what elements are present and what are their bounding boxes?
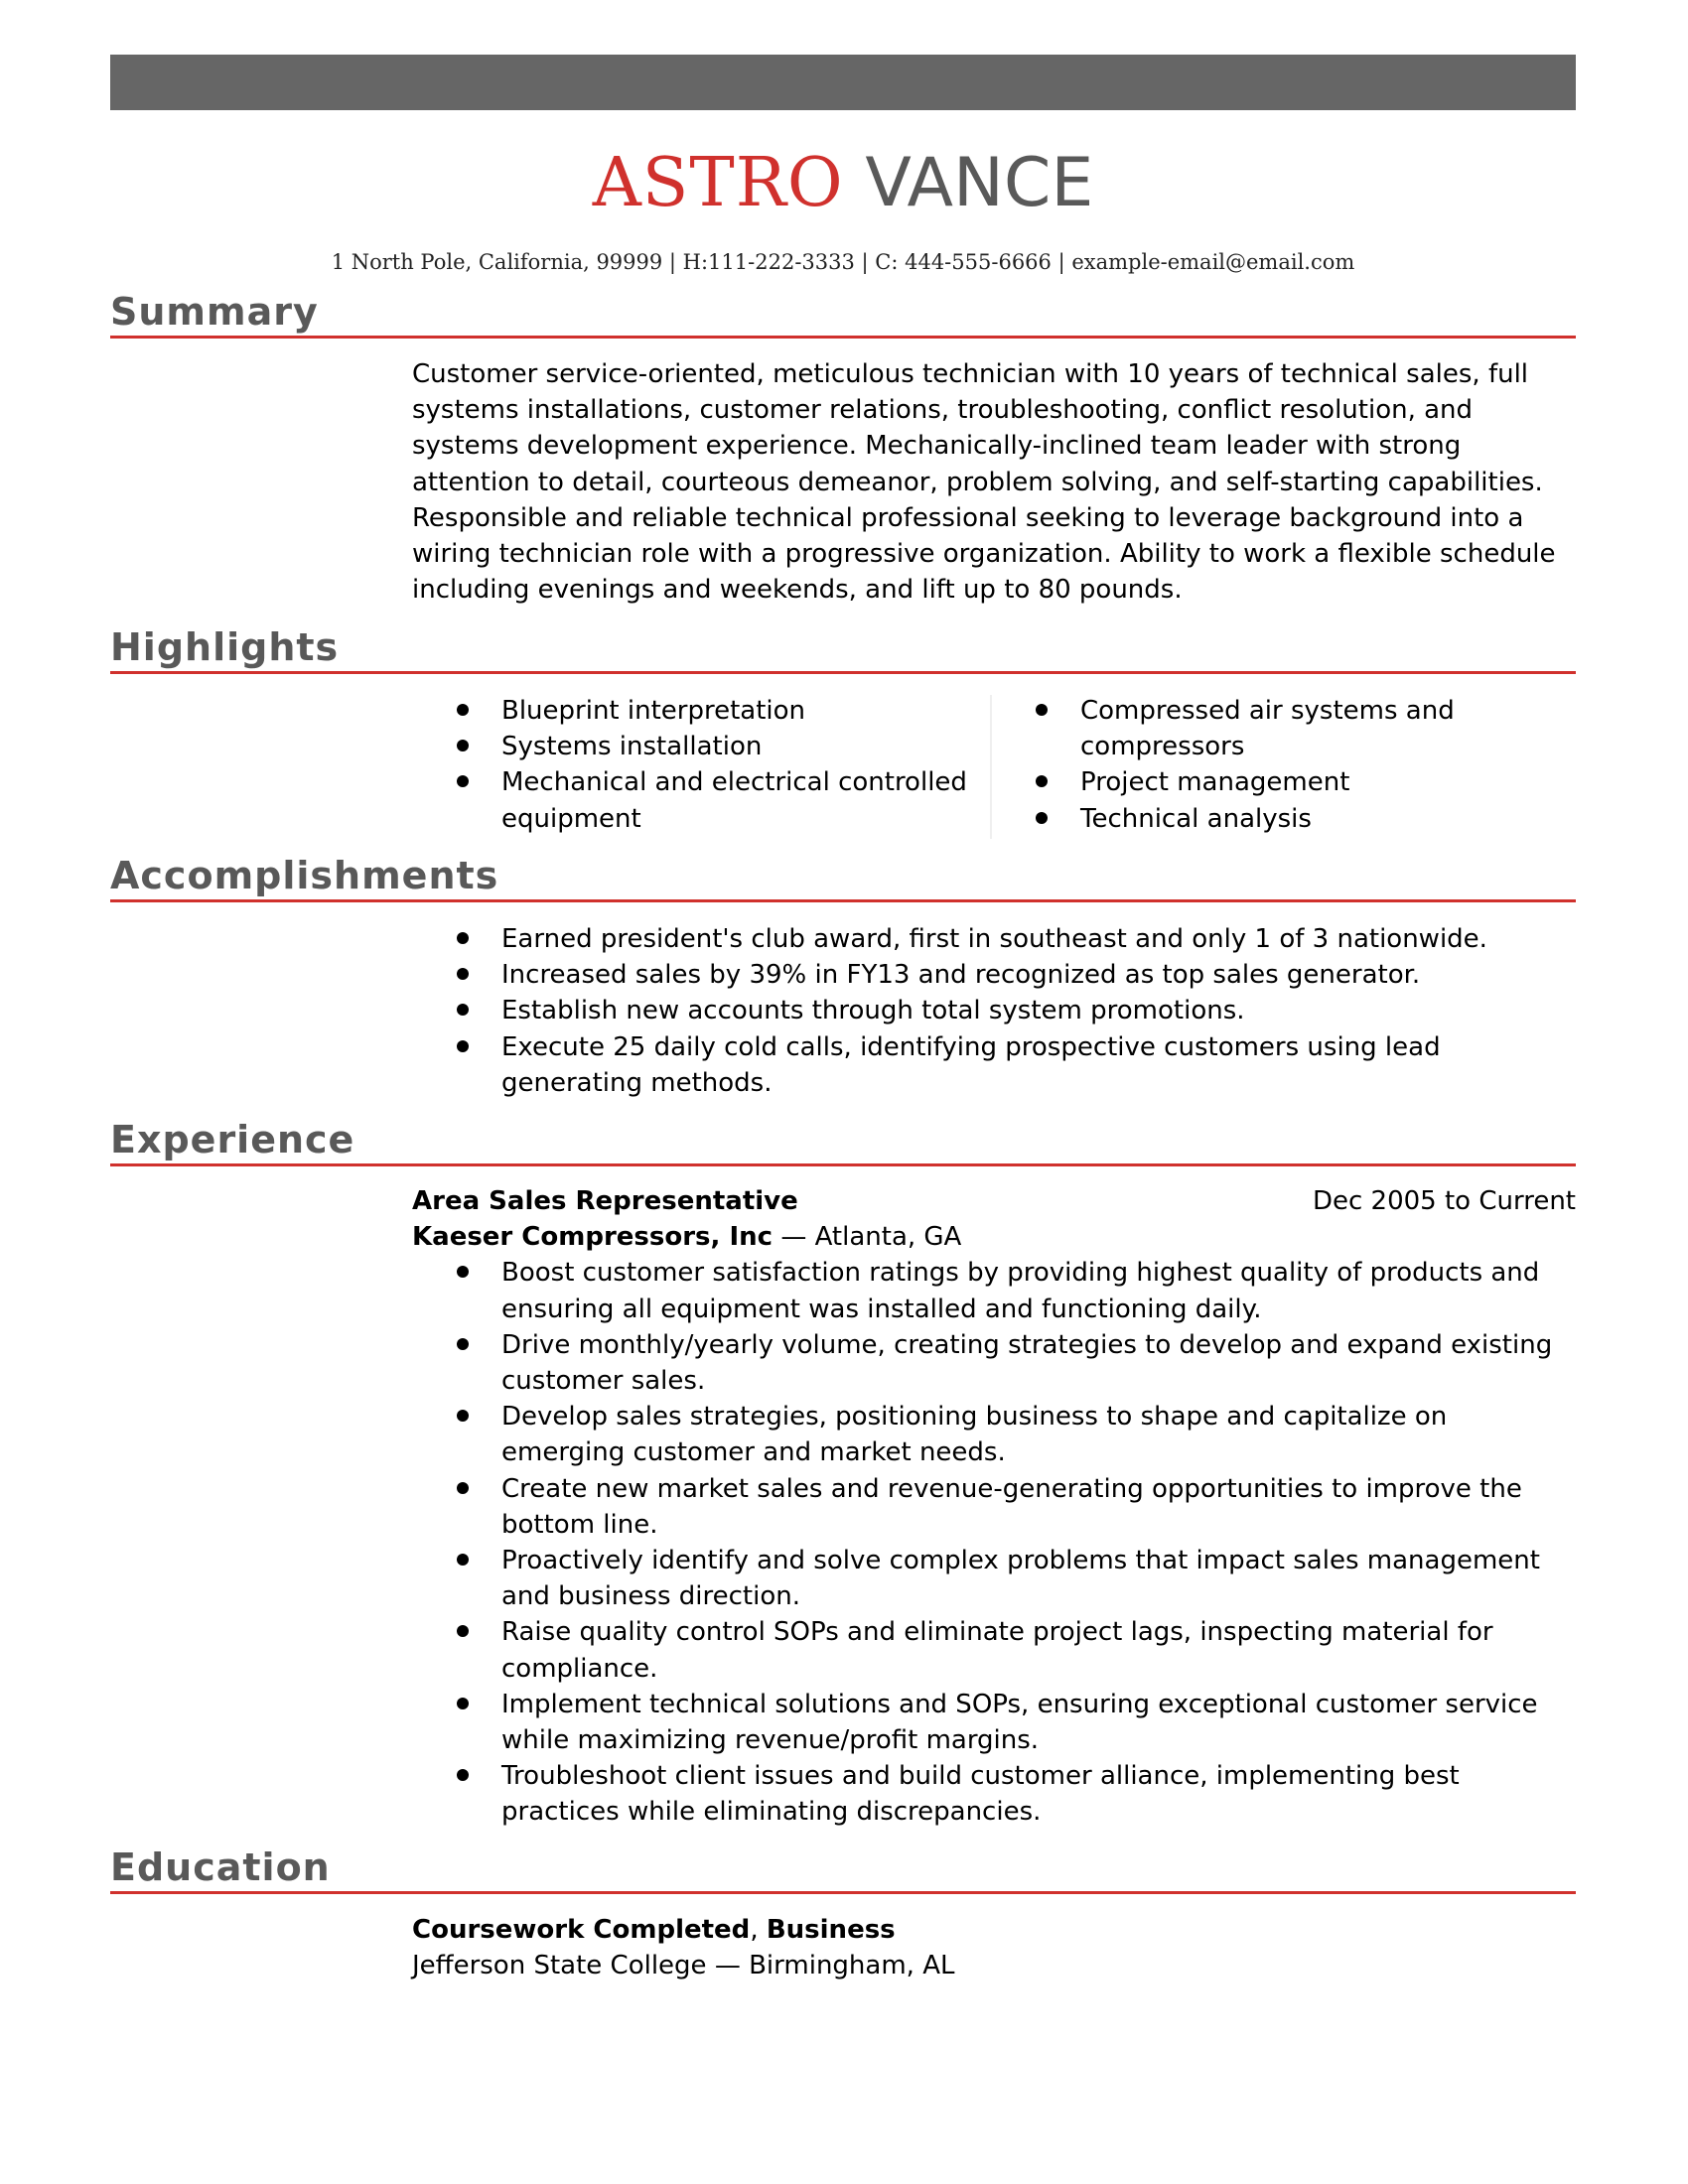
bullet-icon xyxy=(457,1338,469,1350)
highlight-item-text: Systems installation xyxy=(501,732,763,762)
education-school: Jefferson State College xyxy=(412,1951,707,1981)
accomplishment-item xyxy=(412,921,1579,957)
highlights-right-column xyxy=(991,693,1547,837)
education-section xyxy=(412,1912,1579,1983)
bullet-icon xyxy=(457,740,469,751)
company-name: Kaeser Compressors, Inc xyxy=(412,1222,774,1253)
bullet-icon xyxy=(457,1554,469,1566)
bullet-icon xyxy=(457,932,469,944)
highlight-item xyxy=(991,764,1547,800)
education-heading: Education xyxy=(110,1843,1576,1894)
highlight-item-text: Project management xyxy=(1080,767,1350,798)
experience-item-text: Proactively identify and solve complex problems that impact sales management and business direction. xyxy=(501,1546,1540,1612)
highlight-item xyxy=(991,693,1547,764)
bullet-icon xyxy=(1036,775,1048,787)
experience-item-text: Create new market sales and revenue-generating opportunities to improve the bottom line. xyxy=(501,1473,1522,1540)
experience-item xyxy=(412,1471,1576,1543)
candidate-name xyxy=(110,139,1576,228)
highlights-right-list xyxy=(991,693,1547,837)
job-header xyxy=(412,1183,1576,1219)
bullet-icon xyxy=(457,1698,469,1709)
accomplishments-list xyxy=(412,921,1579,1101)
bullet-icon xyxy=(457,704,469,716)
accomplishment-item xyxy=(412,993,1579,1028)
bullet-icon xyxy=(457,1040,469,1052)
summary-text: Customer service-oriented, meticulous technician with 10 years of technical sales, full systems installations, customer relations, troubleshooting, conflict resolution, and systems development experience. Mechanically-inclined team leader with strong attention to detail, courteous demeanor, problem solving, and self-starting capabilities. Responsible and reliable technical professional seeking to leverage background into a wiring technician role with a progressive organization. Ability to work a flexible schedule including evenings and weekends, and lift up to 80 pounds. xyxy=(412,359,1556,606)
job-dates: Dec 2005 to Current xyxy=(1312,1186,1576,1216)
accomplishment-item-text: Earned president's club award, first in southeast and only 1 of 3 nationwide. xyxy=(501,924,1487,954)
experience-item-text: Troubleshoot client issues and build customer alliance, implementing best practices while eliminating discrepancies. xyxy=(501,1761,1460,1828)
job-title: Area Sales Representative xyxy=(412,1186,798,1216)
highlight-item xyxy=(412,764,998,836)
education-location: Birmingham, AL xyxy=(749,1951,955,1981)
accomplishment-item-text: Increased sales by 39% in FY13 and recognized as top sales generator. xyxy=(501,960,1421,991)
highlights-left-list xyxy=(412,693,998,837)
experience-item xyxy=(412,1687,1576,1758)
highlight-item xyxy=(412,729,998,764)
highlight-item-text: Blueprint interpretation xyxy=(501,696,806,726)
accomplishment-item xyxy=(412,1029,1579,1101)
accomplishment-item-text: Establish new accounts through total system promotions. xyxy=(501,996,1245,1026)
highlight-item xyxy=(412,693,998,729)
experience-item-text: Implement technical solutions and SOPs, ensuring exceptional customer service while maximizing revenue/profit margins. xyxy=(501,1689,1538,1756)
highlights-left-column xyxy=(412,693,998,837)
job-company-line xyxy=(412,1219,1576,1255)
experience-item xyxy=(412,1255,1576,1326)
highlights-heading: Highlights xyxy=(110,623,1576,674)
experience-item-text: Develop sales strategies, positioning business to shape and capitalize on emerging customer and market needs. xyxy=(501,1402,1448,1468)
summary-heading: Summary xyxy=(110,288,1576,339)
bullet-icon xyxy=(457,775,469,787)
accomplishments-heading: Accomplishments xyxy=(110,852,1576,902)
highlight-item-text: Technical analysis xyxy=(1080,803,1312,834)
experience-item-text: Boost customer satisfaction ratings by providing highest quality of products and ensuring all equipment was installed and functioning daily. xyxy=(501,1258,1540,1324)
contact-info: 1 North Pole, California, 99999 | H:111-222-3333 | C: 444-555-6666 | example-email@email.com xyxy=(331,250,1355,274)
experience-item xyxy=(412,1758,1576,1830)
first-name: ASTRO xyxy=(592,144,844,222)
bullet-icon xyxy=(457,1266,469,1278)
bullet-icon xyxy=(457,1482,469,1494)
experience-list xyxy=(412,1255,1576,1830)
bullet-icon xyxy=(457,1410,469,1422)
education-field: Business xyxy=(766,1915,896,1945)
highlight-item-text: Compressed air systems and compressors xyxy=(1080,696,1455,762)
last-name: VANCE xyxy=(865,144,1094,222)
experience-item-text: Drive monthly/yearly volume, creating strategies to develop and expand existing customer sales. xyxy=(501,1329,1553,1397)
summary-section xyxy=(412,356,1576,608)
accomplishments-section xyxy=(412,921,1579,1101)
education-degree: Coursework Completed xyxy=(412,1915,751,1945)
education-degree-line xyxy=(412,1912,1579,1948)
highlight-item xyxy=(991,801,1547,837)
bullet-icon xyxy=(457,968,469,980)
bullet-icon xyxy=(1036,812,1048,824)
education-school-line xyxy=(412,1948,1579,1983)
bullet-icon xyxy=(457,1004,469,1016)
education-separator: — xyxy=(714,1951,741,1981)
bullet-icon xyxy=(1036,704,1048,716)
experience-section xyxy=(412,1183,1576,1831)
company-location: Atlanta, GA xyxy=(814,1222,962,1253)
experience-item-text: Raise quality control SOPs and eliminate project lags, inspecting material for compliance. xyxy=(501,1617,1493,1684)
experience-item xyxy=(412,1543,1576,1614)
bullet-icon xyxy=(457,1625,469,1637)
experience-item xyxy=(412,1614,1576,1686)
bullet-icon xyxy=(457,1769,469,1781)
education-field-separator: , xyxy=(750,1915,767,1945)
experience-item xyxy=(412,1399,1576,1470)
company-separator: — xyxy=(780,1222,807,1253)
accomplishment-item-text: Execute 25 daily cold calls, identifying prospective customers using lead generating methods. xyxy=(501,1031,1441,1098)
experience-item xyxy=(412,1327,1576,1399)
accomplishment-item xyxy=(412,957,1579,993)
experience-heading: Experience xyxy=(110,1116,1576,1166)
highlight-item-text: Mechanical and electrical controlled equipment xyxy=(501,767,967,834)
header-bar xyxy=(110,55,1576,110)
